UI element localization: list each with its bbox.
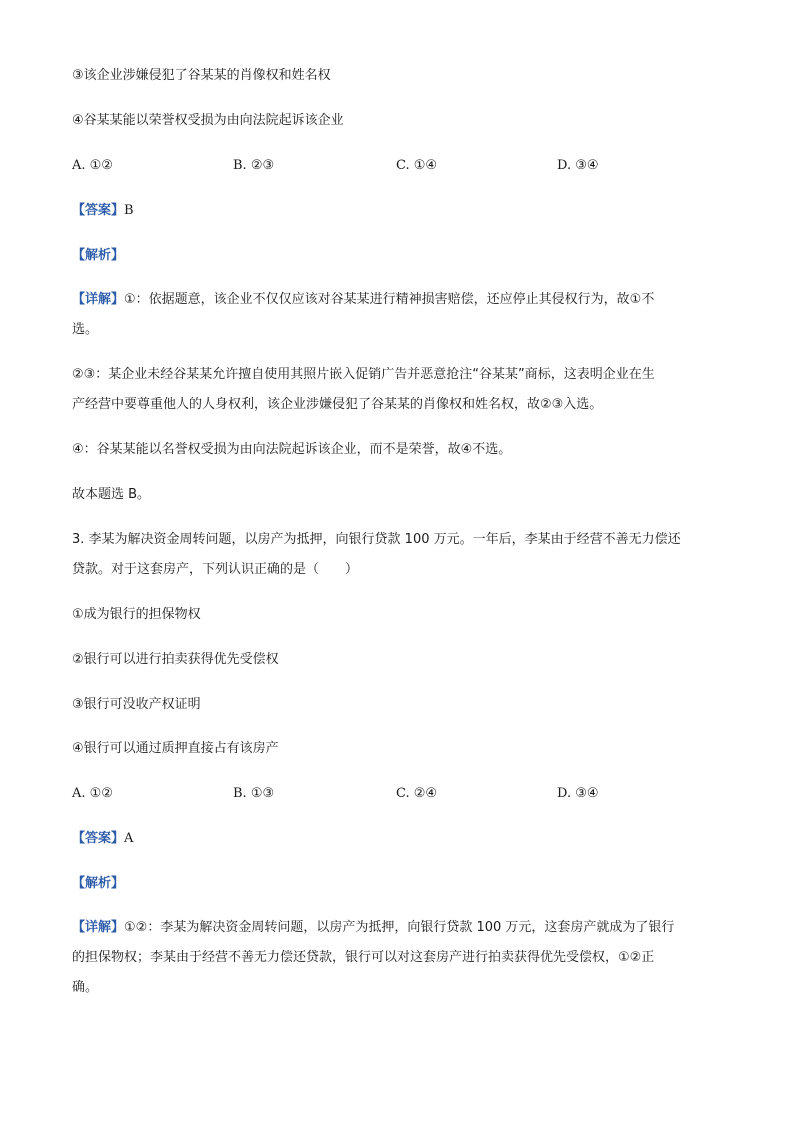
q3-option-d: D. ③④ — [557, 786, 599, 801]
q3-option-a: A. ①② — [72, 786, 113, 801]
q2-option-a: A. ①② — [72, 158, 113, 173]
detail-text: ①：依据题意，该企业不仅仅应该对谷某某进行精神损害赔偿，还应停止其侵权行为，故①不 — [124, 292, 655, 307]
q2-answer — [72, 202, 134, 220]
q3-answer — [72, 830, 133, 848]
q2-option-c: C. ①④ — [396, 158, 438, 173]
q3-detail-line-2: 的担保物权；李某由于经营不善无力偿还贷款，银行可以对这套房产进行拍卖获得优先受偿权，①②正 — [72, 950, 655, 965]
q3-statement-3: ③银行可没收产权证明 — [72, 697, 201, 712]
detail-text: ①②：李某为解决资金周转问题，以房产为抵押，向银行贷款 100 万元，这套房产就成为了银行 — [124, 920, 675, 935]
q3-statement-1: ①成为银行的担保物权 — [72, 607, 201, 622]
q3-option-c: C. ②④ — [396, 786, 438, 801]
q2-statement-4: ④谷某某能以荣誉权受损为由向法院起诉该企业 — [72, 113, 344, 128]
answer-tag: 【答案】 — [72, 203, 125, 218]
q3-option-b: B. ①③ — [233, 786, 275, 801]
q3-analysis-heading — [72, 875, 124, 893]
q2-analysis-heading — [72, 247, 124, 265]
answer-tag: 【答案】 — [72, 831, 125, 846]
detail-tag: 【详解】 — [72, 920, 125, 935]
q2-detail-2-line-1: ②③：某企业未经谷某某允许擅自使用其照片嵌入促销广告并恶意抢注“谷某某”商标，这表明企业在生 — [72, 367, 655, 382]
analysis-tag: 【解析】 — [72, 248, 125, 263]
q3-statement-4: ④银行可以通过质押直接占有该房产 — [72, 741, 279, 756]
q3-stem-line-2: 贷款。对于这套房产，下列认识正确的是（ ） — [72, 562, 359, 577]
q3-detail-line-3: 确。 — [72, 980, 99, 995]
q2-option-d: D. ③④ — [557, 158, 599, 173]
q3-stem-line-1: 3. 李某为解决资金周转问题，以房产为抵押，向银行贷款 100 万元。一年后，李某由于经营不善无力偿还 — [72, 532, 681, 547]
analysis-tag: 【解析】 — [72, 876, 125, 891]
q2-conclusion: 故本题选 B。 — [72, 487, 151, 502]
q2-detail-1-line-2: 选。 — [72, 322, 99, 337]
q2-detail-3: ④：谷某某能以名誉权受损为由向法院起诉该企业，而不是荣誉，故④不选。 — [72, 442, 512, 457]
q2-statement-3: ③该企业涉嫌侵犯了谷某某的肖像权和姓名权 — [72, 68, 331, 83]
q3-detail-line-1 — [72, 919, 674, 937]
q2-detail-1-line-1 — [72, 291, 654, 309]
detail-tag: 【详解】 — [72, 292, 125, 307]
answer-value: B — [124, 203, 134, 218]
answer-value: A — [124, 831, 134, 846]
q2-detail-2-line-2: 产经营中要尊重他人的人身权利，该企业涉嫌侵犯了谷某某的肖像权和姓名权，故②③入选。 — [72, 397, 603, 412]
q2-option-b: B. ②③ — [233, 158, 275, 173]
q3-statement-2: ②银行可以进行拍卖获得优先受偿权 — [72, 652, 279, 667]
